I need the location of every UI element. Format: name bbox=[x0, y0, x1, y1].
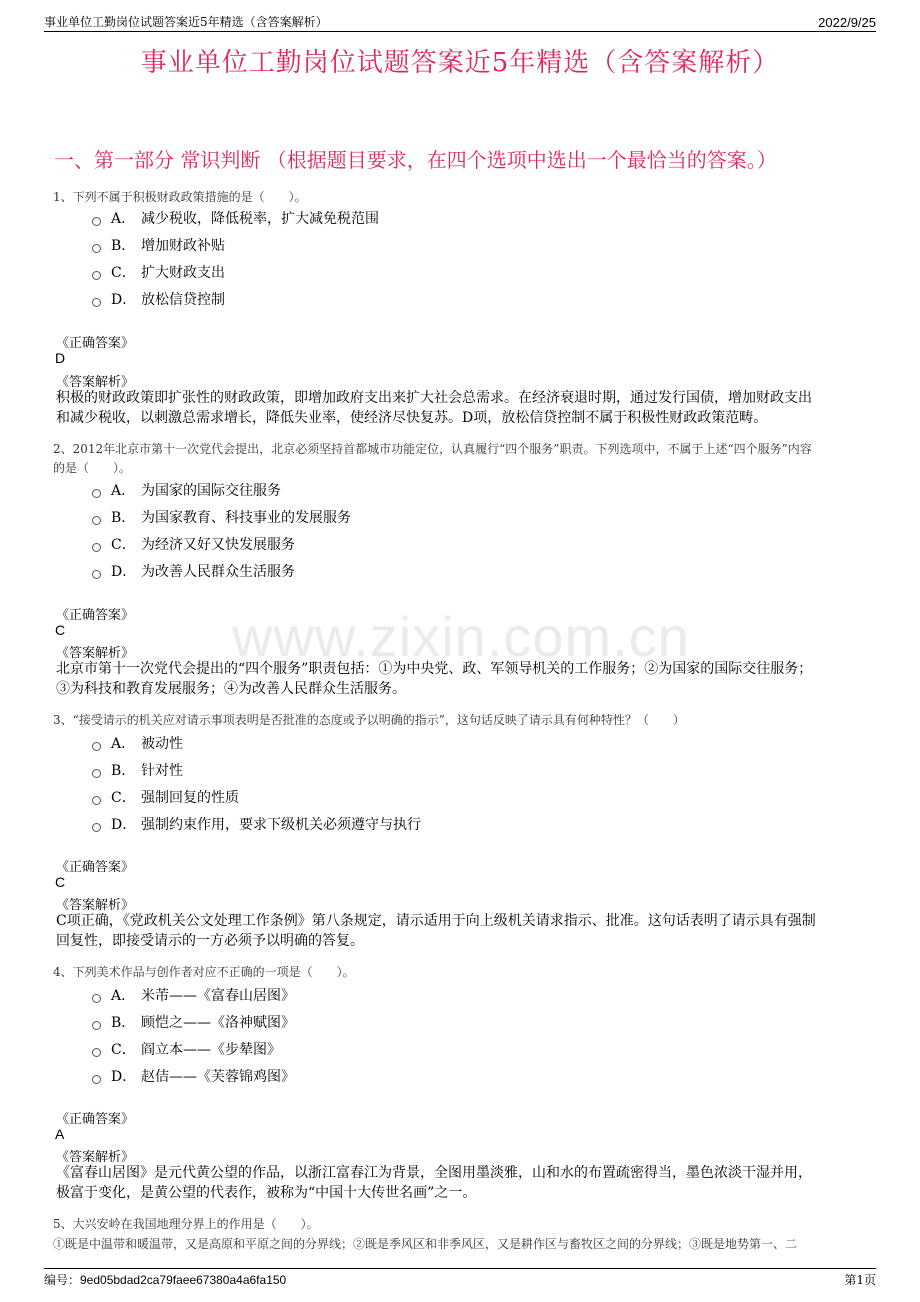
question-3-analysis: C项正确，《党政机关公文处理工作条例》第八条规定，请示适用于向上级机关请求指示、批准。这句话表明了请示具有强制 回复性，即接受请示的一方必须予以明确的答复。 bbox=[56, 913, 816, 949]
radio-icon[interactable] bbox=[92, 543, 101, 552]
radio-icon[interactable] bbox=[92, 823, 101, 832]
document-code: 编号：9ed05bdad2ca79faee67380a4a6fa150 bbox=[44, 1273, 287, 1287]
question-2-option-c[interactable]: C． 为经济又好又快发展服务 bbox=[92, 534, 295, 554]
question-4-option-b[interactable]: B． 顾恺之——《洛神赋图》 bbox=[92, 1012, 295, 1032]
question-4-option-d[interactable]: D． 赵佶——《芙蓉锦鸡图》 bbox=[92, 1066, 295, 1086]
page-number: 第1页 bbox=[844, 1273, 876, 1287]
question-2-analysis: 北京市第十一次党代会提出的“四个服务”职责包括：①为中央党、政、军领导机关的工作服务；②为国家的国际交往服务； ③为科技和教育发展服务；④为改善人民群众生活服务。 bbox=[56, 661, 813, 697]
radio-icon[interactable] bbox=[92, 244, 101, 253]
question-2-option-b[interactable]: B． 为国家教育、科技事业的发展服务 bbox=[92, 507, 351, 527]
question-1-option-c[interactable]: C． 扩大财政支出 bbox=[92, 262, 225, 282]
answer-label: 《正确答案》 bbox=[56, 336, 135, 351]
radio-icon[interactable] bbox=[92, 994, 101, 1003]
analysis-label: 《答案解析》 bbox=[56, 646, 135, 661]
question-1-answer: D bbox=[55, 350, 66, 366]
radio-icon[interactable] bbox=[92, 1075, 101, 1084]
watermark: www.zixin.com.cn bbox=[232, 605, 690, 668]
radio-icon[interactable] bbox=[92, 796, 101, 805]
question-1-option-a[interactable]: A． 减少税收，降低税率，扩大减免税范围 bbox=[92, 208, 379, 228]
question-1-option-b[interactable]: B． 增加财政补贴 bbox=[92, 235, 225, 255]
radio-icon[interactable] bbox=[92, 570, 101, 579]
question-3-option-a[interactable]: A． 被动性 bbox=[92, 733, 183, 753]
question-3-stem: 3、“接受请示的机关应对请示事项表明是否批准的态度或予以明确的指示”，这句话反映了请示具有何种特性？（ ） bbox=[53, 713, 685, 727]
radio-icon[interactable] bbox=[92, 298, 101, 307]
question-2-answer: C bbox=[55, 622, 66, 638]
radio-icon[interactable] bbox=[92, 271, 101, 280]
header-doc-title: 事业单位工勤岗位试题答案近5年精选（含答案解析） bbox=[44, 15, 328, 29]
question-3-option-c[interactable]: C． 强制回复的性质 bbox=[92, 787, 239, 807]
question-2-option-d[interactable]: D． 为改善人民群众生活服务 bbox=[92, 561, 295, 581]
question-1-stem: 1、下列不属于积极财政政策措施的是（ ）。 bbox=[53, 190, 307, 204]
question-1-analysis: 积极的财政政策即扩张性的财政政策，即增加政府支出来扩大社会总需求。在经济衰退时期，通过发行国债，增加财政支出 和减少税收，以刺激总需求增长，降低失业率，使经济尽快复苏。D项，放松信贷控制不属于积极性财政政策范畴。 bbox=[56, 390, 812, 426]
question-4-answer: A bbox=[55, 1126, 65, 1142]
radio-icon[interactable] bbox=[92, 769, 101, 778]
page-footer bbox=[44, 1268, 876, 1287]
question-4-option-a[interactable]: A． 米芾——《富春山居图》 bbox=[92, 985, 295, 1005]
analysis-label: 《答案解析》 bbox=[56, 1150, 135, 1165]
question-4-stem: 4、下列美术作品与创作者对应不正确的一项是（ ）。 bbox=[53, 965, 355, 979]
radio-icon[interactable] bbox=[92, 742, 101, 751]
question-3-option-b[interactable]: B． 针对性 bbox=[92, 760, 183, 780]
analysis-label: 《答案解析》 bbox=[56, 898, 135, 913]
radio-icon[interactable] bbox=[92, 1021, 101, 1030]
section-heading: 一、第一部分 常识判断 （根据题目要求，在四个选项中选出一个最恰当的答案。） bbox=[54, 148, 777, 172]
question-4-analysis: 《富春山居图》是元代黄公望的作品，以浙江富春江为背景，全图用墨淡雅，山和水的布置疏密得当，墨色浓淡干湿并用， 极富于变化，是黄公望的代表作，被称为“中国十大传世名画”之一。 bbox=[56, 1165, 812, 1201]
answer-label: 《正确答案》 bbox=[56, 1112, 135, 1127]
page-header bbox=[44, 12, 876, 32]
radio-icon[interactable] bbox=[92, 1048, 101, 1057]
question-5-subtext: ①既是中温带和暖温带，又是高原和平原之间的分界线；②既是季风区和非季风区，又是耕作区与畜牧区之间的分界线；③既是地势第一、二 bbox=[53, 1237, 798, 1251]
document-title: 事业单位工勤岗位试题答案近5年精选（含答案解析） bbox=[140, 48, 780, 78]
answer-label: 《正确答案》 bbox=[56, 608, 135, 623]
question-1-option-d[interactable]: D． 放松信贷控制 bbox=[92, 289, 225, 309]
radio-icon[interactable] bbox=[92, 489, 101, 498]
question-5-stem: 5、大兴安岭在我国地理分界上的作用是（ ）。 bbox=[53, 1217, 319, 1231]
answer-label: 《正确答案》 bbox=[56, 860, 135, 875]
question-3-answer: C bbox=[55, 874, 66, 890]
analysis-label: 《答案解析》 bbox=[56, 375, 135, 390]
question-4-option-c[interactable]: C． 阎立本——《步辇图》 bbox=[92, 1039, 281, 1059]
radio-icon[interactable] bbox=[92, 516, 101, 525]
radio-icon[interactable] bbox=[92, 217, 101, 226]
question-3-option-d[interactable]: D． 强制约束作用，要求下级机关必须遵守与执行 bbox=[92, 814, 421, 834]
question-2-option-a[interactable]: A． 为国家的国际交往服务 bbox=[92, 480, 281, 500]
header-date: 2022/9/25 bbox=[818, 15, 876, 30]
question-2-stem: 2、2012年北京市第十一次党代会提出，北京必须坚持首都城市功能定位，认真履行“四个服务”职责。下列选项中，不属于上述“四个服务”内容 的是（ ）。 bbox=[53, 442, 812, 475]
